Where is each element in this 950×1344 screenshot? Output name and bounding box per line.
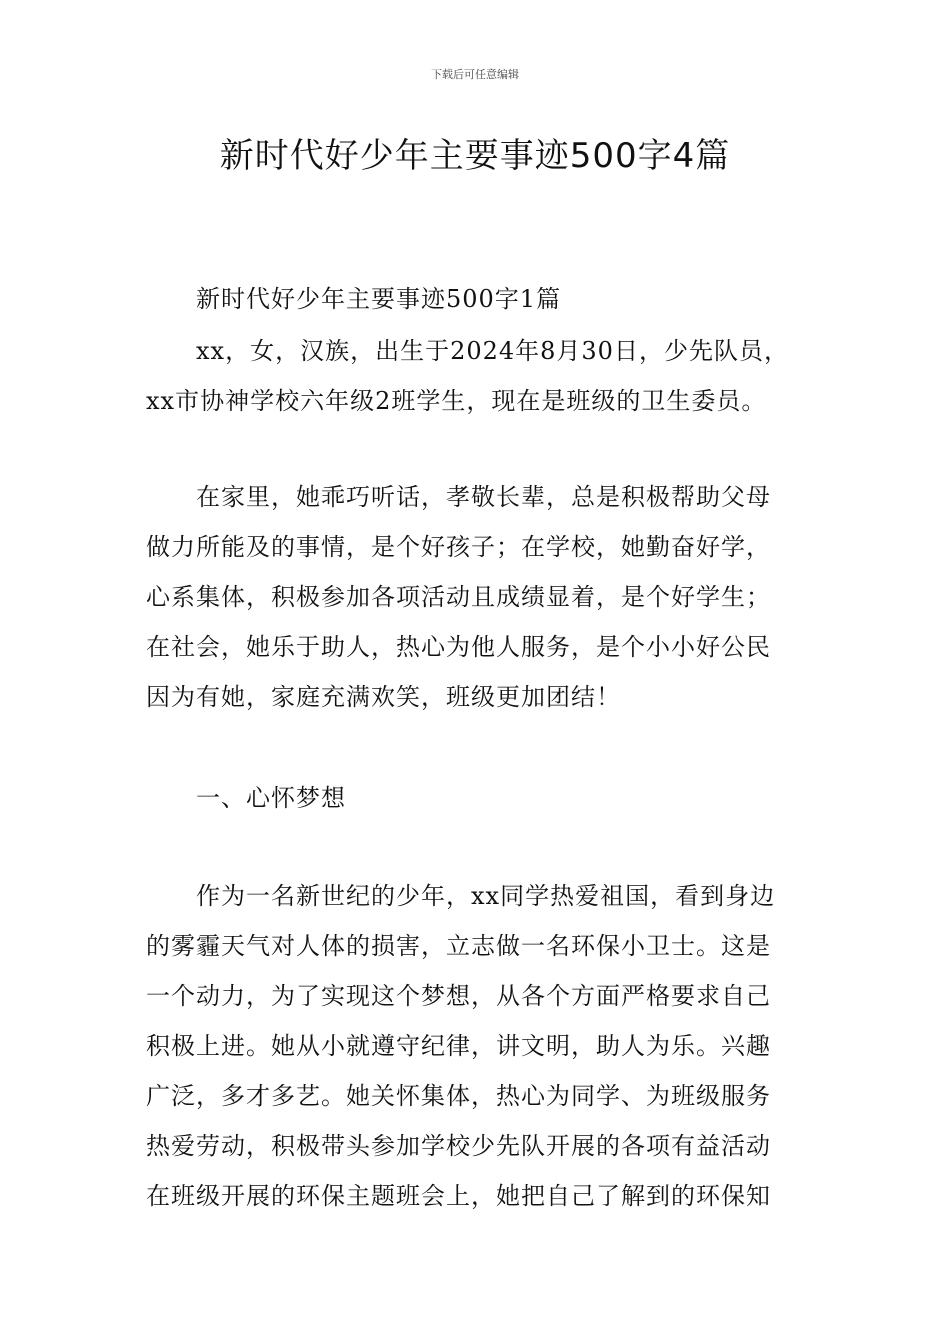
paragraph-line: 作为一名新世纪的少年，xx同学热爱祖国，看到身边 — [196, 882, 776, 910]
document-title: 新时代好少年主要事迹500字4篇 — [219, 136, 731, 176]
paragraph-line: 做力所能及的事情，是个好孩子；在学校，她勤奋好学， — [146, 533, 771, 561]
subheading: 一、心怀梦想 — [196, 784, 346, 812]
paragraph-line: 在社会，她乐于助人，热心为他人服务，是个小小好公民 — [146, 633, 771, 661]
header-note: 下载后可任意编辑 — [431, 68, 519, 81]
paragraph-line: 的雾霾天气对人体的损害，立志做一名环保小卫士。这是 — [146, 932, 771, 960]
paragraph-line: 积极上进。她从小就遵守纪律，讲文明，助人为乐。兴趣 — [146, 1032, 771, 1060]
section-heading-1: 新时代好少年主要事迹500字1篇 — [196, 285, 562, 313]
paragraph-line: 热爱劳动，积极带头参加学校少先队开展的各项有益活动 — [146, 1132, 771, 1160]
paragraph-line: 广泛，多才多艺。她关怀集体，热心为同学、为班级服务 — [146, 1082, 771, 1110]
paragraph-line: 在家里，她乖巧听话，孝敬长辈，总是积极帮助父母 — [196, 483, 771, 511]
paragraph-line: xx市协神学校六年级2班学生，现在是班级的卫生委员。 — [146, 387, 767, 415]
paragraph-line: 因为有她，家庭充满欢笑，班级更加团结！ — [146, 683, 621, 711]
paragraph-line: xx，女，汉族，出生于2024年8月30日，少先队员， — [196, 337, 789, 365]
paragraph-line: 心系集体，积极参加各项活动且成绩显着，是个好学生； — [146, 583, 771, 611]
paragraph-line: 在班级开展的环保主题班会上，她把自己了解到的环保知 — [146, 1182, 771, 1210]
paragraph-line: 一个动力，为了实现这个梦想，从各个方面严格要求自己 — [146, 982, 771, 1010]
